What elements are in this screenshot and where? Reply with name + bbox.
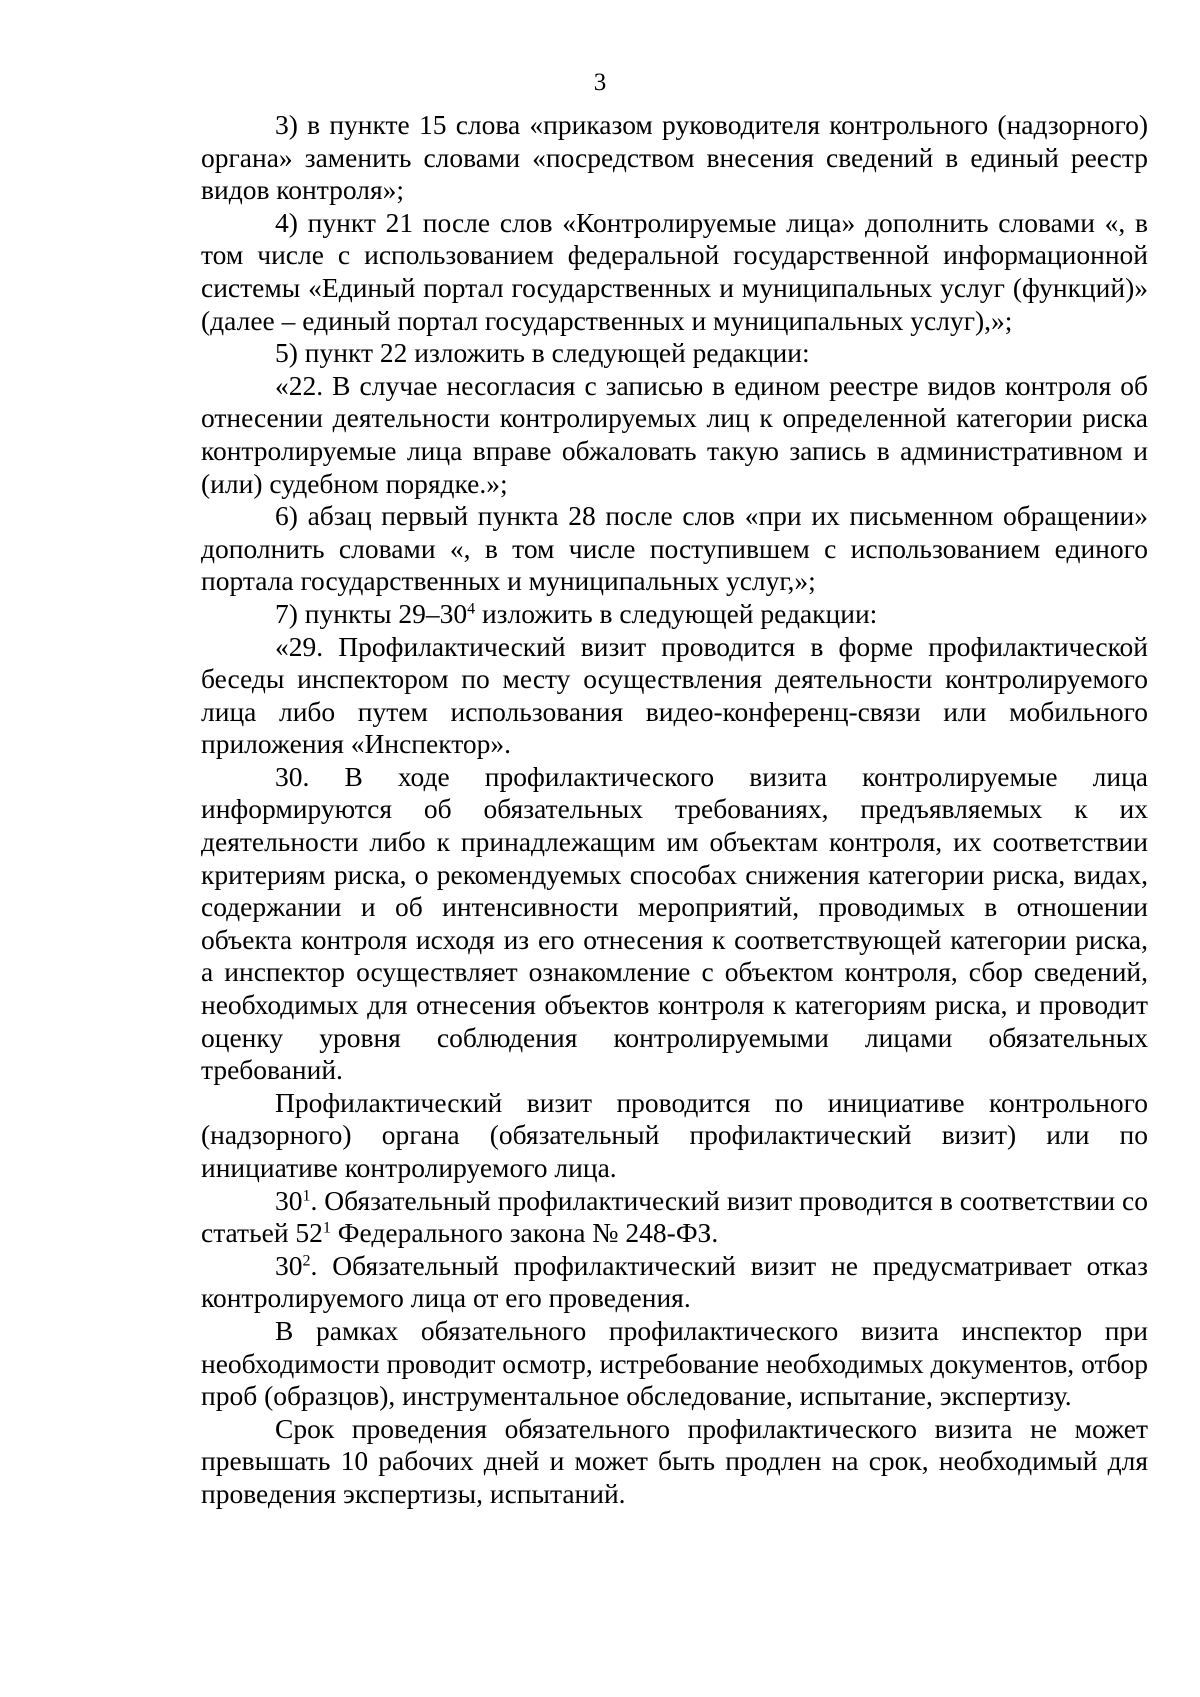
superscript: 1	[302, 1187, 311, 1204]
paragraph-point-29: «29. Профилактический визит проводится в форме профилактической беседы инспектором по месту осуществления деятельности контролируемого лица либо путем использования видео-конференц-связи или мобильного приложения «Инспектор».	[201, 630, 1148, 760]
paragraph-point-30-2-number: 30	[275, 1249, 303, 1281]
paragraph-point-30-2-scope: В рамках обязательного профилактического визита инспектор при необходимости проводит осмотр, истребование необходимых документов, отбор проб (образцов), инструментальное обследование, испытание, экспертизу.	[201, 1314, 1148, 1412]
paragraph-point-30-1-text-end: Федерального закона № 248-ФЗ.	[330, 1217, 719, 1249]
paragraph-point-30-2-term: Срок проведения обязательного профилактического визита не может превышать 10 рабочих дней и может быть продлен на срок, необходимый для проведения экспертизы, испытаний.	[201, 1412, 1148, 1509]
paragraph-item-3: 3) в пункте 15 слова «приказом руководителя контрольного (надзорного) органа» заменить словами «посредством внесения сведений в единый реестр видов контроля»;	[201, 109, 1148, 206]
paragraph-point-30-2	[201, 1250, 1148, 1315]
paragraph-point-30-1-number: 30	[275, 1184, 303, 1216]
paragraph-item-7	[201, 598, 1148, 631]
paragraph-item-7-text: 7) пункты 29–30	[275, 597, 468, 629]
paragraph-item-7-text-end: изложить в следующей редакции:	[475, 597, 878, 629]
paragraph-point-30-initiative: Профилактический визит проводится по инициативе контрольного (надзорного) органа (обязательный профилактический визит) или по инициативе контролируемого лица.	[201, 1086, 1148, 1183]
paragraph-point-30-1	[201, 1185, 1148, 1250]
page-number: 3	[593, 69, 607, 96]
superscript: 1	[322, 1219, 331, 1237]
paragraph-item-4: 4) пункт 21 после слов «Контролируемые лица» дополнить словами «, в том числе с использованием федеральной государственной информационной системы «Единый портал государственных и муниципальных услуг (функций)» (далее – единый портал государственных и муниципальных услуг),»;	[201, 206, 1148, 336]
paragraph-point-22: «22. В случае несогласия с записью в едином реестре видов контроля об отнесении деятельности контролируемых лиц к определенной категории риска контролируемые лица вправе обжаловать такую запись в административном и (или) судебном порядке.»;	[201, 369, 1148, 499]
document-body	[201, 109, 1148, 1511]
paragraph-item-5: 5) пункт 22 изложить в следующей редакции:	[275, 337, 810, 369]
paragraph-point-30: 30. В ходе профилактического визита контролируемые лица информируются об обязательных требованиях, предъявляемых к их деятельности либо к принадлежащим им объектам контроля, их соответствии критериям риска, о рекомендуемых способах снижения категории риска, видах, содержании и об интенсивности мероприятий, проводимых в отношении объекта контроля исходя из его отнесения к соответствующей категории риска, а инспектор осуществляет ознакомление с объектом контроля, сбор сведений, необходимых для отнесения объектов контроля к категориям риска, и проводит оценку уровня соблюдения контролируемыми лицами обязательных требований.	[201, 760, 1148, 1086]
superscript: 4	[467, 600, 476, 618]
paragraph-item-6: 6) абзац первый пункта 28 после слов «при их письменном обращении» дополнить словами «, в том числе поступившем с использованием единого портала государственных и муниципальных услуг,»;	[201, 500, 1148, 597]
paragraph-point-30-1-text: . Обязательный профилактический визит проводится в соответствии со статьей 52	[201, 1184, 1148, 1249]
superscript: 2	[302, 1252, 311, 1270]
paragraph-point-30-2-text: . Обязательный профилактический визит не предусматривает отказ контролируемого лица от его проведения.	[201, 1249, 1148, 1314]
